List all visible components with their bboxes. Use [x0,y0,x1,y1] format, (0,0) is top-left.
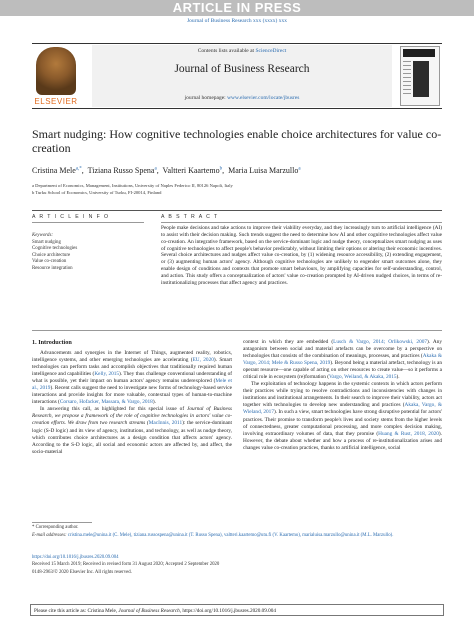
text-run: ): the service-dominant logic (S-D logic) and its view of agency, institutions, and technology, as well as nudge theory, which contributes choice architectures as a design condition that affects actors' agency. According to the S-D logic, all social and economic actors are affected by, and affect, the socio-material [32,420,232,455]
author-affil-mark[interactable]: a [154,166,157,172]
author-name[interactable]: Tiziana Russo Spena [87,166,155,175]
keyword: Resource integration [32,265,73,271]
sciencedirect-link[interactable]: ScienceDirect [255,48,287,54]
keywords-block [32,233,142,273]
citation-link[interactable]: MacInnis, 2011 [148,420,183,427]
elsevier-tree-icon [36,47,76,95]
doi-url[interactable]: https://doi.org/10.1016/j.jbusres.2020.09.004 [32,555,119,560]
affiliation: b Turku School of Economics, University of Turku, FI-20014, Finland [32,190,162,195]
citation-link[interactable]: Vargo, Weiland, & Akaka, 2015 [329,374,397,381]
text-run: The exploitation of technology happens in the systemic contexts in which actors perform their practices while trying to resolve contradictions and inconsistencies with changes in institutions and institutional arrangements. In their search to improve their viability, actors act together with technologies to develop new understanding and practices ( [243,381,442,409]
affiliation: a Department of Economics, Management, Institutions, University of Naples Federico II, 80126 Napoli, Italy [32,183,233,188]
text-run: ). Beyond being a material artefact, technology is an operant resource—one capable of acting on other resources to create value—so it performs a critical role in ecosystem (re)formation ( [243,360,442,381]
text-run: In answering this call, as highlighted for this special issue of [40,406,188,413]
author-affil-mark[interactable]: a [298,166,301,172]
article-in-press-banner: ARTICLE IN PRESS [0,0,474,16]
author-name[interactable]: Valtteri Kaartemo [162,166,220,175]
article-info-heading: A R T I C L E I N F O [32,214,110,220]
homepage-line [92,95,392,101]
citation-link[interactable]: Akaka & Vargo, 2014; Mele & Russo Spena, 2019 [243,353,442,367]
received-dates: Received 15 March 2019; Received in revised form 31 August 2020; Accepted 2 September 2020 [32,562,220,567]
keyword: Smart nudging [32,239,61,245]
author-name[interactable]: Maria Luisa Marzullo [228,166,299,175]
cover-image [413,61,429,97]
journal-title: Journal of Business Research [174,63,310,75]
text-run: context in which they are embedded ( [243,339,334,345]
author-name[interactable]: Cristina Mele [32,166,76,175]
homepage-prefix: journal homepage: [184,95,228,101]
email-links[interactable]: cristina.mele@unina.it (C. Mele), tiziana.russospena@unina.it (T. Russo Spena), valtteri.kaartemo@utu.fi (V. Kaartemo), marialuisa.marzullo@unina.it (M.L. Marzullo). [67,533,394,538]
cover-band [403,49,435,57]
text-run: ). Recent calls suggest the need to investigate new forms of technology-based service interactions and provide insights for more valuable, contextual types of human-to-machine interactions ( [32,385,232,406]
contents-line [92,48,392,54]
text-run: ). [396,374,400,381]
journal-header [32,43,442,109]
text-run: ). They thus challenge conventional understanding of what is possible, yet their impact on human actors' agency remains underexplored ( [32,371,232,385]
journal-name-italic: Journal of Business Research, we propose a framework of the role of cognitive technologies in actors' value co-creation efforts. We draw from two research streams ( [32,406,232,427]
header-top-rule [32,43,442,44]
contents-prefix: Contents lists available at [197,48,256,54]
section-heading: 1. Introduction [32,339,72,346]
header-bottom-rule [32,108,442,109]
abstract-text: People make decisions and take actions to improve their viability everyday, and they increasingly turn to artificial intelligence (AI) to assist with their decision making. Such trends suggest the need to determine how AI and other cognitive technologies affect value co-creation. An integrative framework, based on the service-dominant logic and nudge theory, conceptualizes smart nudging as uses of cognitive technologies to affect people's behavior predictably, without limiting their options or altering their economic incentives. Several choice architectures and nudges affect value co-creation, by (1) widening resource accessibility, (2) extending engagement, or (3) augmenting human actors' agency. Although cognitive technologies are unlikely to engender smart outcomes alone, they enable design of conditions and contexts that promote smart behaviours, by amplifying capacities for self-understanding, control, and action. This study offers a conceptualization of actors' value co-creation prompted by AI-driven nudged choices, in terms of re-institutionalizing processes that affect agency and practices. [161,225,442,286]
corresponding-author-note: * Corresponding author. [32,525,79,530]
author-list: Cristina Mele$^{a,*}$, Tiziana Russo Spena$^a$, Valtteri Kaartemo$^b$, Maria Luisa Marzullo$^a$ [32,166,301,175]
citation-link[interactable]: Kelly, 2015 [94,371,120,378]
paragraph [32,406,232,455]
citation-box [30,604,444,616]
text-run: ). However, the debate about whether and how a process of re-institutionalization arises and changes value co-creation practices, thanks to artificial intelligence, social [243,430,442,451]
abstract-rule [161,222,442,223]
elsevier-logo [32,47,80,107]
publisher-name: ELSEVIER [34,97,78,106]
citation-link[interactable]: Corsaro, Hofacker, Massara, & Vargo, 2018 [59,399,153,406]
citation-link[interactable]: Huang & Rust, 2018, 2020 [378,430,439,437]
text-run: ). In such a view, smart technologies have strong disruptive potential for actors' practices. Their promise to transform people's lives and society stems from the higher levels of connectedness, greater computational processing, and more complex decision making, involving extraordinary volumes of data, that they promise ( [243,409,442,437]
author-affil-mark[interactable]: a,* [75,166,82,172]
journal-cover-thumbnail [400,46,440,106]
header-center-box [92,45,392,107]
doi-link [32,555,442,561]
abstract-heading: A B S T R A C T [161,214,219,220]
keyword: Choice architecture [32,252,71,258]
cite-prefix: Please cite this article as: Cristina Mele, [34,608,119,614]
cover-lines [403,61,411,95]
keyword: Cognitive technologies [32,246,78,252]
citation-link[interactable]: Akaka, Vargo, & Wieland, 2017 [243,402,442,416]
citation-link[interactable]: Mele et al., 2019 [32,378,233,392]
paragraph [243,381,442,451]
article-title: Smart nudging: How cognitive technologies enable choice architectures for value co-creation [32,127,442,155]
header-divider [32,210,442,211]
cite-journal: Journal of Business Research [118,608,180,614]
email-footnote [32,533,442,539]
paragraph [32,350,232,406]
text-run: ). Smart technologies can perform tasks and accomplish objectives that traditionally required human intelligence and capabilities ( [32,357,232,378]
cite-suffix[interactable]: , https://doi.org/10.1016/j.jbusres.2020.09.004 [179,608,276,614]
citation-link[interactable]: EU, 2020 [192,357,214,364]
left-column [32,350,232,456]
citation-link[interactable]: Lusch & Vargo, 2014; Orlikowski, 2007 [333,339,428,345]
copyright-line: 0148-2963/© 2020 Elsevier Inc. All rights reserved. [32,570,132,575]
text-run: Advancements and synergies in the Internet of Things, augmented reality, robotics, intelligence systems, and other emerging technologies are accelerating ( [32,350,232,364]
homepage-link[interactable]: www.elsevier.com/locate/jbusres [227,95,300,101]
email-label: E-mail addresses: [32,533,68,538]
keywords-label: Keywords: [32,233,54,238]
author-affil-mark[interactable]: b [219,166,223,172]
keyword: Value co-creation [32,259,67,265]
article-info-rule [32,222,144,223]
abstract-bottom-rule [32,330,442,331]
journal-reference[interactable]: Journal of Business Research xxx (xxxx) xxx [187,18,287,24]
text-run: ). [152,399,156,406]
text-run: ). Any antagonism between social and material artefacts can be overcome by a perspective on technologies that consists of the combination of meanings, processes, and practices ( [243,339,443,360]
paragraph [243,339,442,381]
footnote-rule [32,522,92,523]
right-column [243,339,442,452]
